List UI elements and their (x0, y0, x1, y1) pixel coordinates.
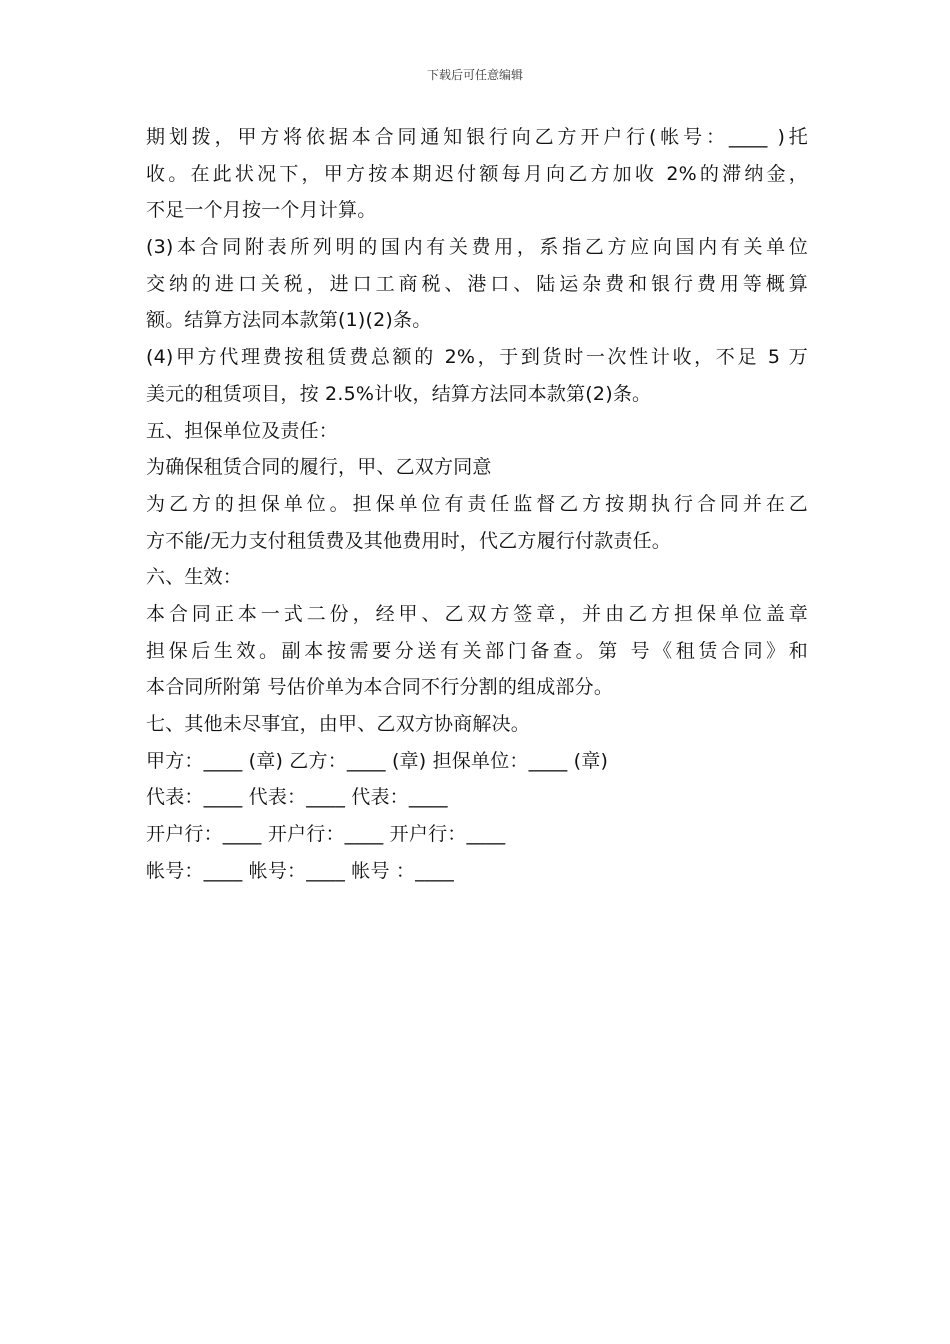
signature-line-banks: 开户行：____ 开户行：____ 开户行：____ (146, 823, 506, 846)
text-line: 本合同正本一式二份，经甲、乙双方签章，并由乙方担保单位盖章 (146, 602, 808, 625)
text-line: (4)甲方代理费按租赁费总额的 2%，于到货时一次性计收，不足 5 万 (146, 346, 808, 369)
text-line: 美元的租赁项目，按 2.5%计收，结算方法同本款第(2)条。 (146, 382, 652, 405)
section-heading: 五、担保单位及责任： (146, 419, 339, 442)
text-line: 本合同所附第 号估价单为本合同不行分割的组成部分。 (146, 676, 614, 699)
text-line: 期划拨，甲方将依据本合同通知银行向乙方开户行(帐号：____ )托 (146, 126, 808, 148)
text-line: 为乙方的担保单位。担保单位有责任监督乙方按期执行合同并在乙 (146, 492, 808, 515)
page-header-note: 下载后可任意编辑 (426, 68, 523, 82)
text-line: 为确保租赁合同的履行，甲、乙双方同意 (146, 456, 492, 479)
text-line: 方不能/无力支付租赁费及其他费用时，代乙方履行付款责任。 (146, 529, 672, 552)
signature-line-parties: 甲方：____ (章) 乙方：____ (章) 担保单位：____ (章) (146, 749, 609, 772)
text-line: 交纳的进口关税，进口工商税、港口、陆运杂费和银行费用等概算 (146, 272, 808, 295)
section-heading: 七、其他未尽事宜，由甲、乙双方协商解决。 (146, 713, 531, 735)
section-heading: 六、生效： (146, 566, 243, 589)
text-line: (3)本合同附表所列明的国内有关费用，系指乙方应向国内有关单位 (146, 236, 808, 259)
signature-line-accounts: 帐号：____ 帐号：____ 帐号 ：____ (146, 859, 454, 882)
text-line: 收。在此状况下，甲方按本期迟付额每月向乙方加收 2%的滞纳金， (146, 162, 808, 185)
signature-line-representatives: 代表：____ 代表：____ 代表：____ (146, 786, 448, 809)
text-line: 不足一个月按一个月计算。 (146, 199, 377, 222)
text-line: 额。结算方法同本款第(1)(2)条。 (146, 309, 432, 332)
text-line: 担保后生效。副本按需要分送有关部门备查。第 号《租赁合同》和 (146, 639, 808, 662)
contract-body (146, 119, 808, 889)
